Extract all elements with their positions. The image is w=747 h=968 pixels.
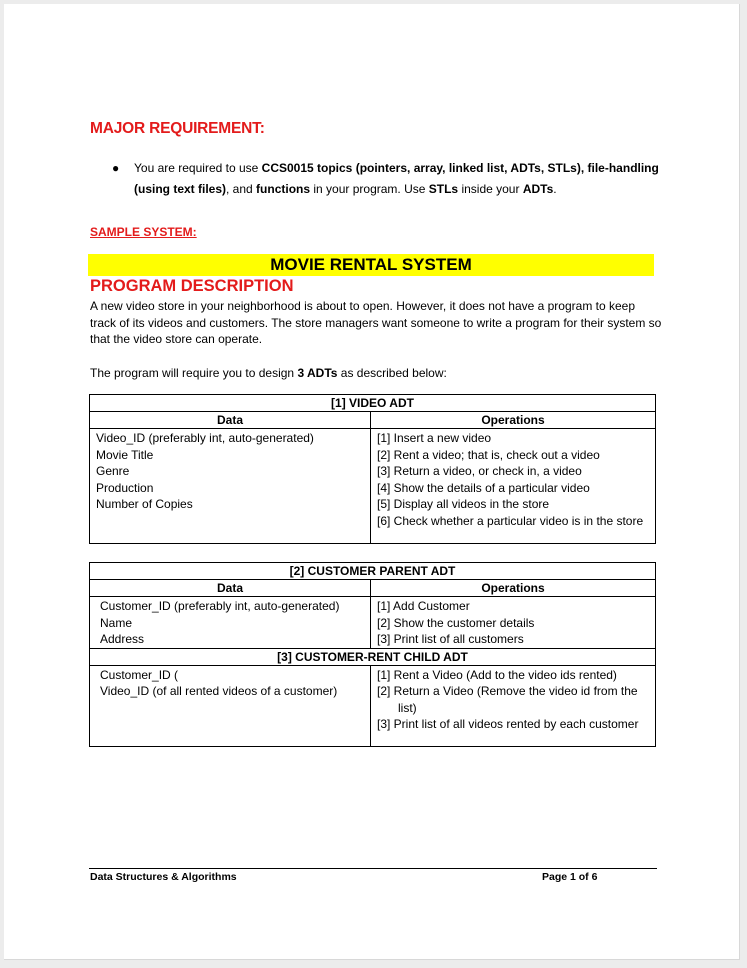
bullet-text-part: in your program. Use: [310, 182, 429, 196]
rent-operation-item: [3] Print list of all videos rented by each customer: [377, 717, 639, 731]
bullet-text-part: , and: [226, 182, 257, 196]
customer-data-item: Customer_ID (preferably int, auto-generated): [100, 599, 340, 613]
customer-data-item: Address: [100, 632, 145, 646]
video-operation-item: [6] Check whether a particular video is in the store: [377, 513, 644, 528]
bullet-bold-stls: STLs: [428, 182, 459, 196]
customer-adt-title: [2] CUSTOMER PARENT ADT: [90, 563, 656, 580]
rent-operations-cell: [371, 665, 656, 746]
video-operation-item: [1] Insert a new video: [377, 431, 492, 445]
bullet-text-part: .: [553, 182, 557, 196]
bullet-bold-adts: ADTs: [522, 182, 554, 196]
customer-operations-cell: [371, 597, 656, 649]
bullet-bold-functions: functions: [256, 182, 311, 196]
major-requirement-heading: MAJOR REQUIREMENT:: [90, 120, 265, 137]
sample-system-heading: SAMPLE SYSTEM:: [90, 225, 197, 239]
customer-operation-item: [2] Show the customer details: [377, 615, 535, 630]
description-paragraph: A new video store in your neighborhood is about to open. However, it does not have a program to keep track of its videos and customers. The store managers want someone to write a program for their system so that the video store can operate.: [90, 299, 662, 346]
bullet-text-part: You are required to use: [134, 161, 262, 175]
rent-data-cell: [90, 665, 371, 746]
bullet-bold-topics: CCS0015 topics (pointers, array, linked list, ADTs, STLs), file-handling (using text files): [134, 161, 659, 196]
data-header: Data: [90, 412, 371, 429]
video-data-item: Genre: [96, 464, 130, 478]
video-operation-item: [4] Show the details of a particular video: [377, 480, 590, 495]
rent-data-item: Video_ID (of all rented videos of a customer): [100, 684, 338, 698]
rent-operation-item: [2] Return a Video (Remove the video id from the list): [377, 684, 638, 715]
video-operation-item: [2] Rent a video; that is, check out a video: [377, 447, 600, 462]
rent-data-item: Customer_ID (: [100, 667, 179, 682]
document-page: [4, 4, 740, 960]
footer-course-title: Data Structures & Algorithms: [90, 871, 237, 883]
video-data-item: Movie Title: [96, 447, 154, 462]
customer-operation-item: [1] Add Customer: [377, 599, 470, 613]
rent-operation-item: [1] Rent a Video (Add to the video ids rented): [377, 667, 617, 682]
requirement-text: as described below:: [337, 366, 447, 380]
data-header: Data: [90, 580, 371, 597]
video-operations-cell: [371, 429, 656, 544]
bullet-icon: ●: [112, 161, 120, 175]
customer-data-item: Name: [100, 615, 133, 630]
bullet-text: [134, 158, 667, 200]
rent-adt-title: [3] CUSTOMER-RENT CHILD ADT: [90, 648, 656, 665]
video-data-item: Video_ID (preferably int, auto-generated): [96, 431, 314, 445]
customer-operation-item: [3] Print list of all customers: [377, 632, 524, 646]
video-data-cell: [90, 429, 371, 544]
video-adt-table: [89, 394, 656, 544]
requirement-line: [90, 366, 447, 380]
video-operation-item: [3] Return a video, or check in, a video: [377, 464, 582, 478]
banner-title: MOVIE RENTAL SYSTEM: [88, 254, 654, 276]
footer-divider: [89, 868, 657, 869]
operations-header: Operations: [371, 580, 656, 597]
operations-header: Operations: [371, 412, 656, 429]
customer-data-cell: [90, 597, 371, 649]
customer-adt-table: [89, 562, 656, 747]
video-adt-title: [1] VIDEO ADT: [90, 395, 656, 412]
video-operation-item: [5] Display all videos in the store: [377, 497, 550, 511]
requirement-bold: 3 ADTs: [297, 366, 338, 380]
video-data-item: Number of Copies: [96, 497, 193, 511]
requirement-text: The program will require you to design: [90, 366, 298, 380]
program-description-heading: PROGRAM DESCRIPTION: [90, 277, 294, 295]
footer-page-number: Page 1 of 6: [542, 871, 598, 883]
video-data-item: Production: [96, 480, 154, 495]
bullet-text-part: inside your: [458, 182, 523, 196]
